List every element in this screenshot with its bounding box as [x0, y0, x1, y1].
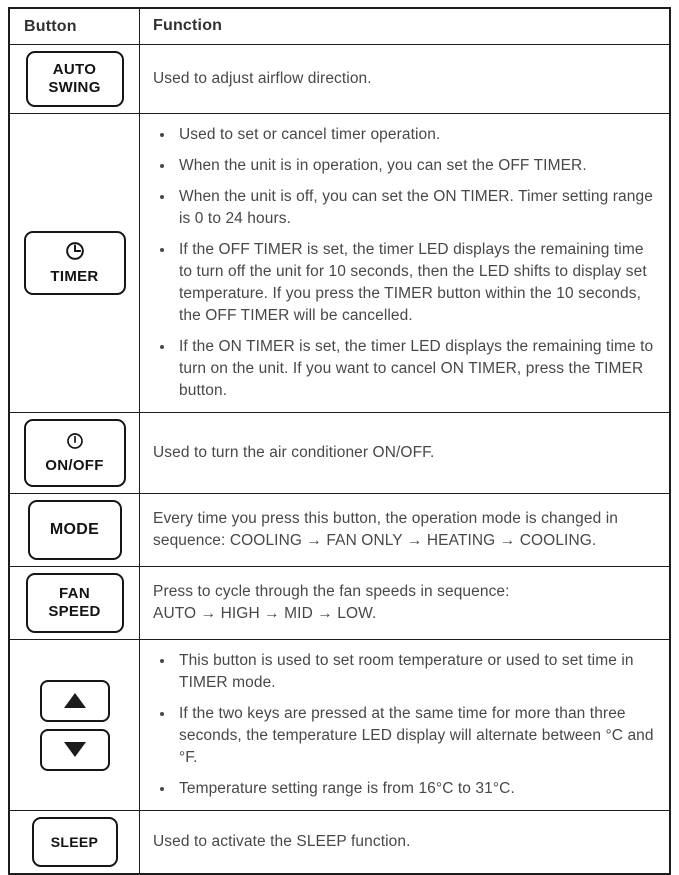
timer-function-bullet-list	[153, 124, 661, 402]
table-row-timer	[10, 113, 669, 412]
timer-button-label: TIMER	[50, 268, 99, 285]
button-cell-on-off	[10, 413, 140, 493]
function-cell-sleep	[140, 811, 669, 873]
function-cell-timer	[140, 114, 669, 412]
auto-swing-button-label-line2: SWING	[48, 79, 101, 96]
auto-swing-button	[26, 51, 124, 107]
clock-icon	[64, 240, 86, 267]
sleep-function-text: Used to activate the SLEEP function.	[153, 833, 411, 850]
on-off-button	[24, 419, 126, 487]
fan-speed-button-label-line2: SPEED	[48, 603, 101, 620]
power-icon	[65, 431, 85, 456]
button-cell-timer	[10, 114, 140, 412]
fan-speed-button	[26, 573, 124, 633]
auto-swing-function-text: Used to adjust airflow direction.	[153, 70, 372, 87]
button-cell-auto-swing	[10, 45, 140, 113]
fan-speed-function-line2: AUTO → HIGH → MID → LOW.	[153, 605, 377, 622]
function-column-header: Function	[153, 17, 223, 35]
temp-up-button	[40, 680, 110, 722]
function-cell-mode	[140, 494, 669, 566]
timer-bullet-5: • If the ON TIMER is set, the timer LED displays the remaining time to turn on the unit. If you want to cancel ON TIMER, press the TIMER button.	[175, 336, 661, 402]
button-column-header: Button	[24, 17, 77, 35]
table-row-temp-arrows	[10, 639, 669, 810]
temp-arrows-function-bullet-list	[153, 650, 661, 800]
button-cell-temp-arrows	[10, 640, 140, 810]
button-cell-mode	[10, 494, 140, 566]
timer-bullet-1: • Used to set or cancel timer operation.	[175, 124, 661, 146]
mode-function-line1: Every time you press this button, the operation mode is changed in	[153, 510, 618, 527]
mode-button	[28, 500, 122, 560]
arrow-down-icon	[64, 742, 86, 757]
temp-arrow-buttons	[40, 680, 110, 771]
table-row-sleep	[10, 810, 669, 873]
fan-speed-button-label-line1: FAN	[59, 585, 90, 603]
header-cell-button	[10, 9, 140, 44]
mode-button-label: MODE	[49, 520, 100, 538]
button-cell-sleep	[10, 811, 140, 873]
temp-arrows-bullet-3: • Temperature setting range is from 16°C to 31°C.	[175, 778, 661, 800]
sleep-button	[32, 817, 118, 867]
sleep-button-label: SLEEP	[50, 833, 99, 850]
table-row-mode	[10, 493, 669, 566]
header-cell-function	[140, 9, 669, 44]
function-cell-on-off	[140, 413, 669, 493]
arrow-up-icon	[64, 693, 86, 708]
on-off-button-label: ON/OFF	[45, 457, 104, 474]
auto-swing-button-label-line1: AUTO	[52, 61, 97, 79]
function-cell-temp-arrows	[140, 640, 669, 810]
temp-arrows-bullet-1: • This button is used to set room temperature or used to set time in TIMER mode.	[175, 650, 661, 694]
mode-function-line2: sequence: COOLING → FAN ONLY → HEATING → COOLING.	[153, 532, 597, 549]
table-row-fan-speed	[10, 566, 669, 639]
timer-button	[24, 231, 126, 295]
timer-bullet-2: • When the unit is in operation, you can set the OFF TIMER.	[175, 155, 661, 177]
timer-bullet-4: • If the OFF TIMER is set, the timer LED displays the remaining time to turn off the unit for 10 seconds, then the LED shifts to display set temperature. If you press the TIMER button within the 10 seconds, the OFF TIMER will be cancelled.	[175, 239, 661, 327]
table-row-on-off	[10, 412, 669, 493]
on-off-function-text: Used to turn the air conditioner ON/OFF.	[153, 444, 435, 461]
fan-speed-function-line1: Press to cycle through the fan speeds in sequence:	[153, 583, 510, 600]
table-row-auto-swing	[10, 44, 669, 113]
temp-arrows-bullet-2: • If the two keys are pressed at the same time for more than three seconds, the temperature LED display will alternate between °C and °F.	[175, 703, 661, 769]
timer-bullet-3: • When the unit is off, you can set the ON TIMER. Timer setting range is 0 to 24 hours.	[175, 186, 661, 230]
function-cell-fan-speed	[140, 567, 669, 639]
temp-down-button	[40, 729, 110, 771]
button-cell-fan-speed	[10, 567, 140, 639]
button-function-table	[8, 7, 671, 875]
table-header-row	[10, 9, 669, 44]
function-cell-auto-swing	[140, 45, 669, 113]
